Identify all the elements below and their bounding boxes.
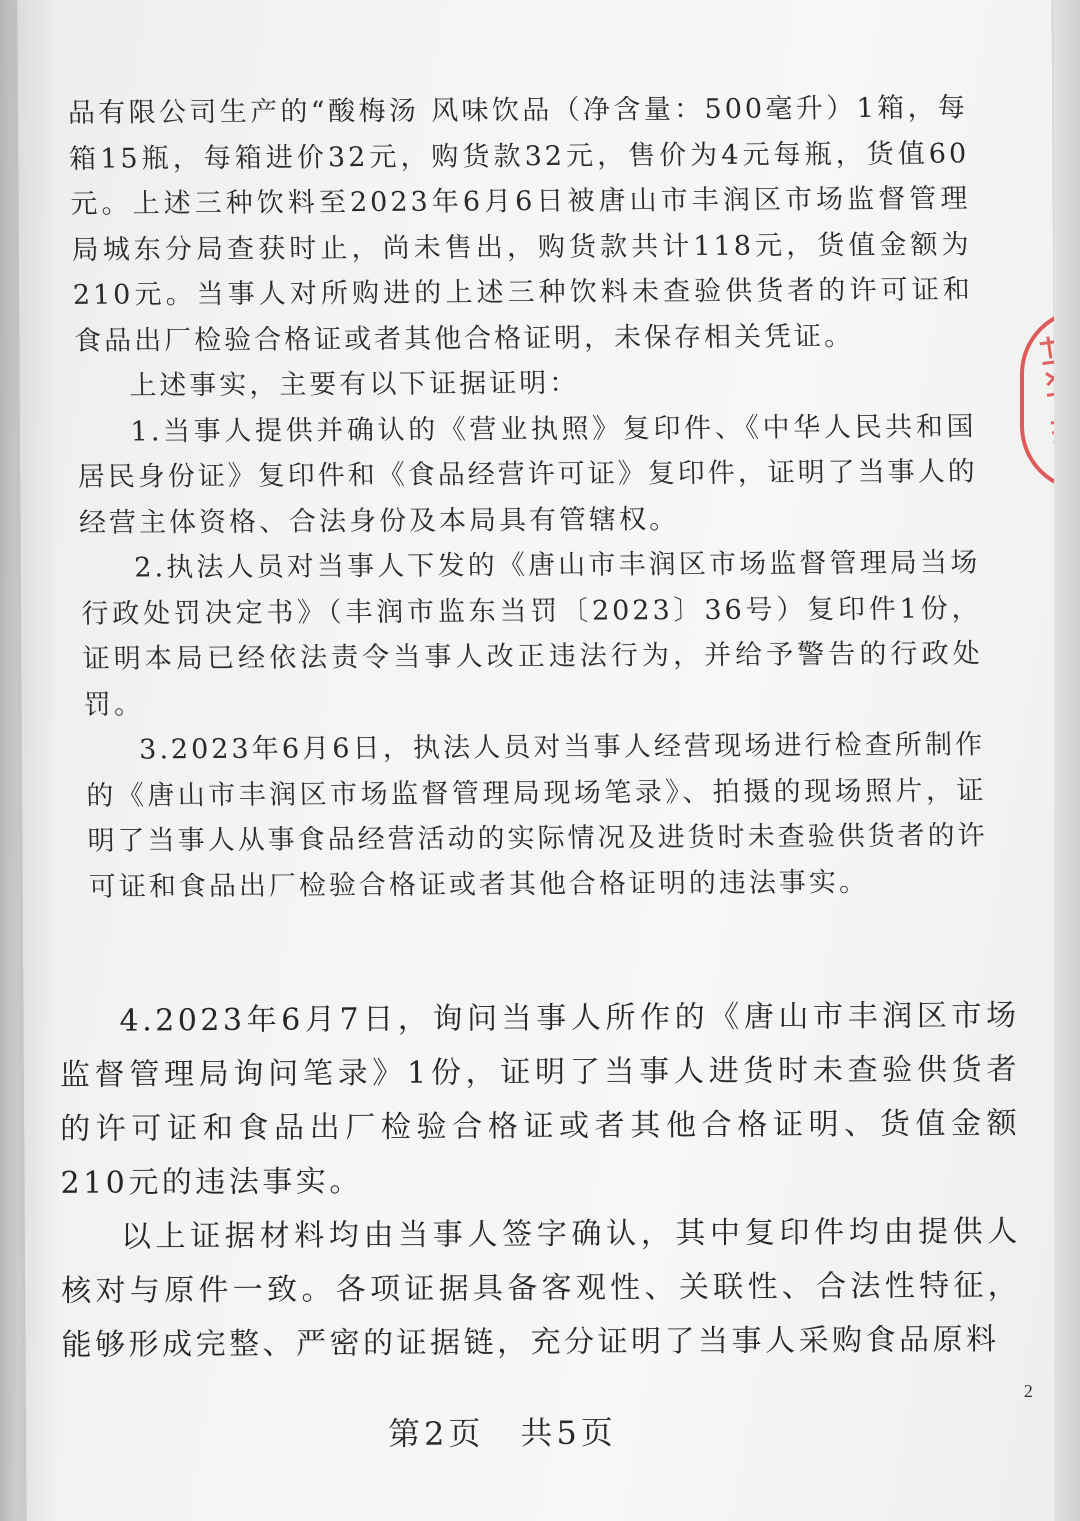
document-body-upper [67,85,989,909]
paragraph-continuation: 品有限公司生产的“酸梅汤 风味饮品（净含量：500毫升）1箱，每箱15瓶，每箱进价32元，购货款32元，售价为4元每瓶，货值60元。上述三种饮料至2023年6月6日被唐山市丰润区市场监督管理局城东分局查获时止，尚未售出，购货款共计118元，货值金额为210元。当事人对所购进的上述三种饮料未查验供货者的许可证和食品出厂检验合格证或者其他合格证明，未保存相关凭证。 [67,92,974,357]
page-right-edge [1054,0,1080,1521]
paragraph-evidence-2: 2.执法人员对当事人下发的《唐山市丰润区市场监督管理局当场行政处罚决定书》（丰润市监东当罚〔2023〕36号）复印件1份，证明本局已经依法责令当事人改正违法行为，并给予警告的行政处罚。 [81,547,984,721]
page-number-small: 2 [1023,1380,1033,1402]
paragraph-evidence-intro: 上述事实，主要有以下证据证明： [128,367,580,402]
paper-sheet [17,0,1060,1521]
paragraph-conclusion: 以上证据材料均由当事人签字确认，其中复印件均由提供人核对与原件一致。各项证据具备客观性、关联性、合法性特征，能够形成完整、严密的证据链，充分证明了当事人采购食品原料 [61,1214,1022,1363]
paragraph-evidence-4: 4.2023年6月7日，询问当事人所作的《唐山市丰润区市场监督管理局询问笔录》1份，证明了当事人进货时未查验供货者的许可证和食品出厂检验合格证或者其他合格证明、货值金额210元的违法事实。 [59,998,1021,1201]
page-footer: 第2页 共5页 [387,1413,617,1453]
paragraph-evidence-3: 3.2023年6月6日，执法人员对当事人经营现场进行检查所制作的《唐山市丰润区市场监督管理局现场笔录》、拍摄的现场照片，证明了当事人从事食品经营活动的实际情况及进货时未查验供货者的许可证和食品出厂检验合格证或者其他合格证明的违法事实。 [85,729,989,903]
document-body-lower [59,989,1021,1373]
paragraph-evidence-1: 1.当事人提供并确认的《营业执照》复印件、《中华人民共和国居民身份证》复印件和《食品经营许可证》复印件，证明了当事人的经营主体资格、合法身份及本局具有管辖权。 [77,410,979,539]
